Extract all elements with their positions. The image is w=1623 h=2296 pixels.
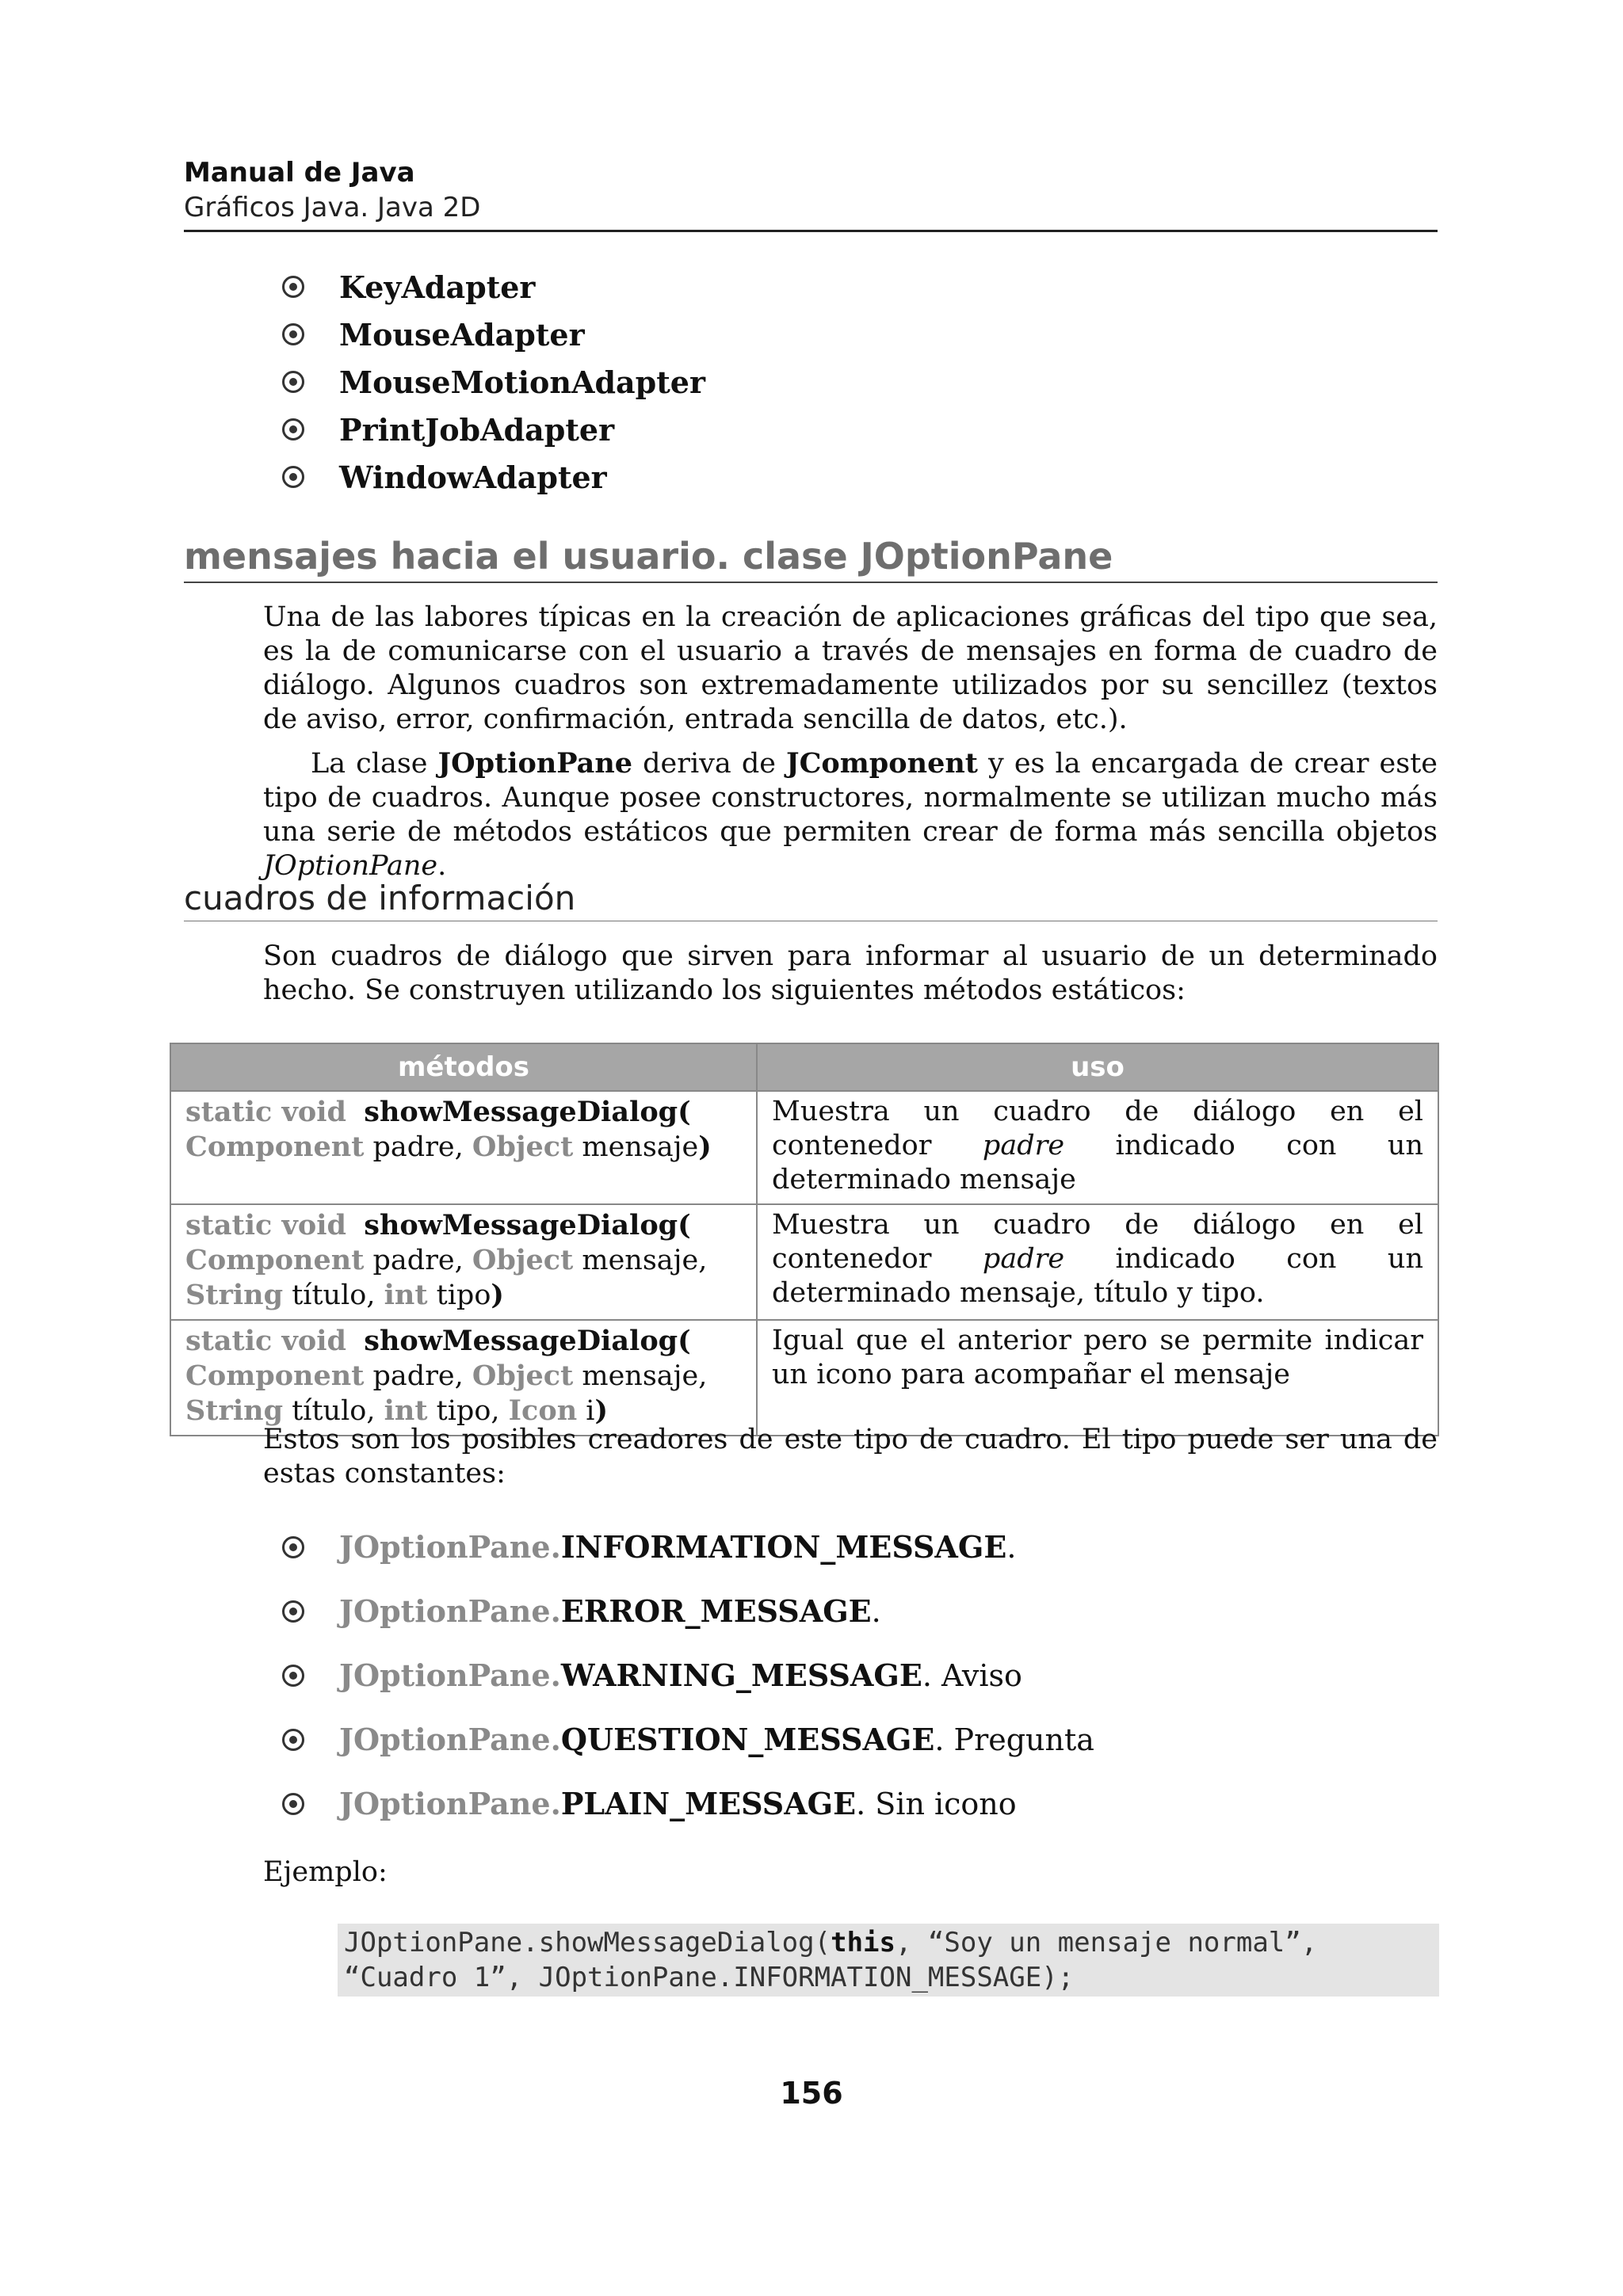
list-item: MouseAdapter [282, 311, 705, 358]
constants-intro: Estos son los posibles creadores de este tipo de cuadro. El tipo puede ser una de estas constantes: [263, 1424, 1438, 1489]
book-title: Manual de Java [184, 157, 415, 189]
page-number: 156 [780, 2076, 843, 2111]
method-usage: Muestra un cuadro de diálogo en el contenedor padre indicado con un determinado mensaje [757, 1091, 1438, 1204]
section-paragraph-2: La clase JOptionPane deriva de JComponent y es la encargada de crear este tipo de cuadros. Aunque posee constructores, normalmente se utilizan mucho más una serie de métodos estáticos que permiten crear de forma más sencilla objetos JOptionPane. [263, 747, 1438, 882]
bullet-icon [282, 371, 304, 393]
running-header [184, 155, 1438, 232]
list-item: JOptionPane. QUESTION_MESSAGE . Pregunta [282, 1707, 1094, 1772]
method-usage: Muestra un cuadro de diálogo en el contenedor padre indicado con un determinado mensaje, título y tipo. [757, 1204, 1438, 1320]
adapter-list [282, 263, 705, 501]
bullet-icon [282, 1536, 304, 1558]
method-signature: static void showMessageDialog( Component padre, Object mensaje) [170, 1091, 757, 1204]
bullet-icon [282, 276, 304, 298]
bullet-icon [282, 418, 304, 441]
list-item: WindowAdapter [282, 453, 705, 501]
table-header-row [170, 1043, 1438, 1091]
subsection-heading: cuadros de información [184, 876, 1438, 921]
list-item: JOptionPane. ERROR_MESSAGE . [282, 1579, 1094, 1643]
list-item: JOptionPane. WARNING_MESSAGE . Aviso [282, 1643, 1094, 1707]
column-header-methods: métodos [170, 1043, 757, 1091]
list-item: KeyAdapter [282, 263, 705, 311]
bullet-icon [282, 1665, 304, 1687]
methods-table [170, 1043, 1439, 1436]
method-signature: static void showMessageDialog( Component padre, Object mensaje, String título, int tipo, Icon i) [170, 1320, 757, 1436]
bullet-icon [282, 323, 304, 345]
table-row [170, 1091, 1438, 1204]
method-signature: static void showMessageDialog( Component padre, Object mensaje, String título, int tipo) [170, 1204, 757, 1320]
code-example: JOptionPane.showMessageDialog(this, “Soy un mensaje normal”, “Cuadro 1”, JOptionPane.INFORMATION_MESSAGE); [338, 1924, 1439, 1997]
list-item: JOptionPane. PLAIN_MESSAGE . Sin icono [282, 1772, 1094, 1836]
constants-list [282, 1515, 1094, 1836]
table-row [170, 1204, 1438, 1320]
section-heading: mensajes hacia el usuario. clase JOptionPane [184, 532, 1438, 583]
chapter-title: Gráficos Java. Java 2D [184, 192, 481, 223]
bullet-icon [282, 1793, 304, 1815]
example-label: Ejemplo: [263, 1856, 388, 1888]
column-header-uso: uso [757, 1043, 1438, 1091]
table-row [170, 1320, 1438, 1436]
list-item: MouseMotionAdapter [282, 358, 705, 406]
section-paragraph-1: Una de las labores típicas en la creación de aplicaciones gráficas del tipo que sea, es la de comunicarse con el usuario a través de mensajes en forma de cuadro de diálogo. Algunos cuadros son extremadamente utilizados por su sencillez (textos de aviso, error, confirmación, entrada sencilla de datos, etc.). [263, 601, 1438, 735]
bullet-icon [282, 1729, 304, 1751]
list-item: JOptionPane. INFORMATION_MESSAGE . [282, 1515, 1094, 1579]
method-usage: Igual que el anterior pero se permite indicar un icono para acompañar el mensaje [757, 1320, 1438, 1436]
subsection-paragraph: Son cuadros de diálogo que sirven para informar al usuario de un determinado hecho. Se construyen utilizando los siguientes métodos estáticos: [263, 940, 1438, 1006]
list-item: PrintJobAdapter [282, 406, 705, 453]
bullet-icon [282, 1600, 304, 1623]
bullet-icon [282, 466, 304, 488]
